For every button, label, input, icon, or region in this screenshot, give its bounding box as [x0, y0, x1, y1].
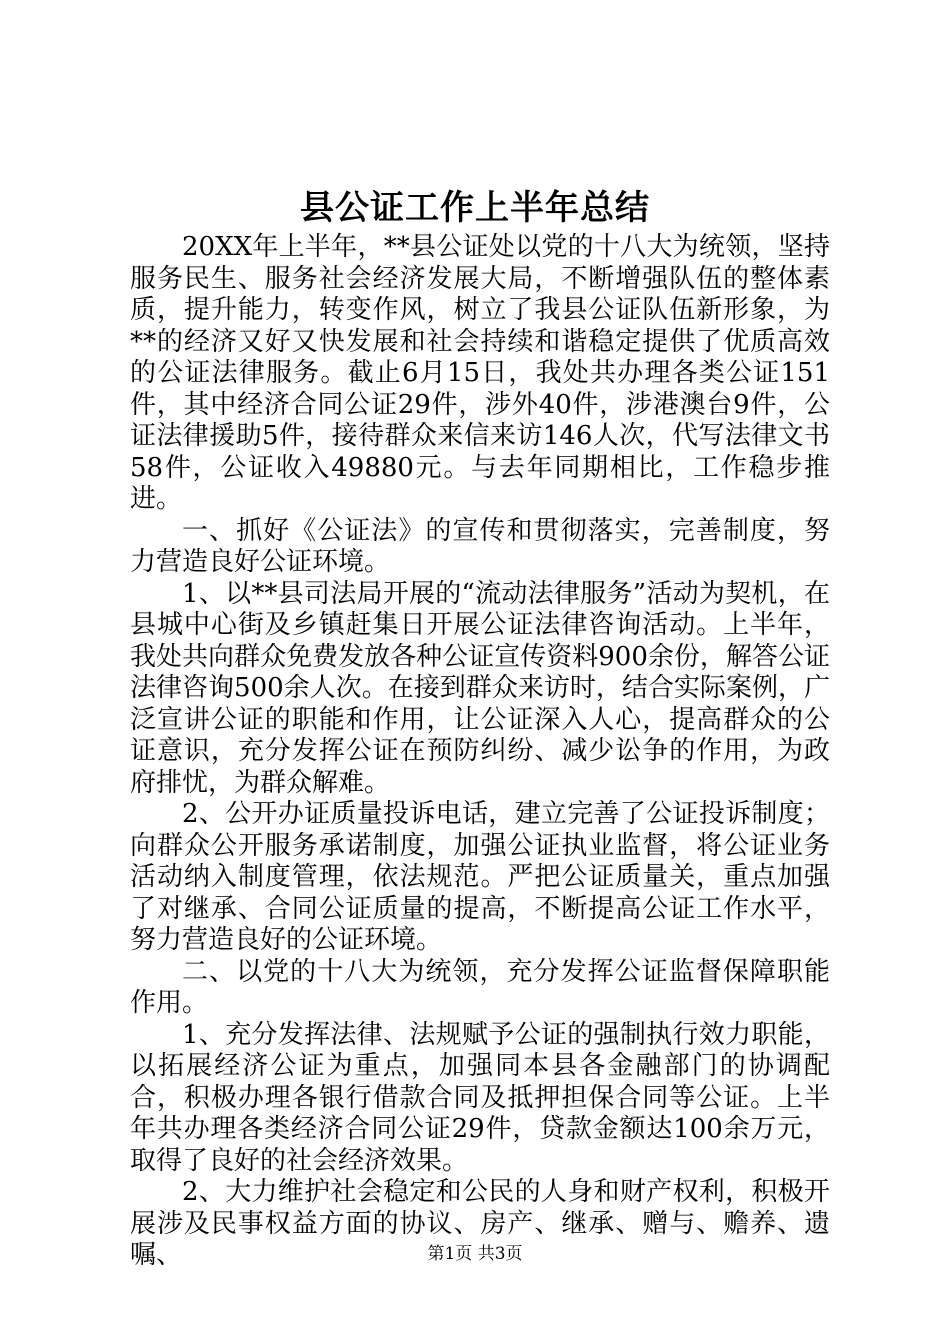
section-heading-2: 二、以党的十八大为统领，充分发挥公证监督保障职能作用。 — [130, 956, 830, 1018]
page-footer: 第1页 共3页 — [427, 1244, 523, 1264]
section-2-item-2: 2、大力维护社会稳定和公民的人身和财产权利，积极开展涉及民事权益方面的协议、房产、继承、赠与、赡养、遗嘱、 — [130, 1177, 830, 1270]
section-2-item-1: 1、充分发挥法律、法规赋予公证的强制执行效力职能，以拓展经济公证为重点，加强同本县各金融部门的协调配合，积极办理各银行借款合同及抵押担保合同等公证。上半年共办理各类经济合同公证29件，贷款金额达100余万元，取得了良好的社会经济效果。 — [130, 1019, 830, 1176]
section-1-item-2: 2、公开办证质量投诉电话，建立完善了公证投诉制度；向群众公开服务承诺制度，加强公证执业监督，将公证业务活动纳入制度管理，依法规范。严把公证质量关，重点加强了对继承、合同公证质量的提高，不断提高公证工作水平，努力营造良好的公证环境。 — [130, 799, 830, 955]
document-body — [130, 232, 830, 1272]
section-heading-1: 一、抓好《公证法》的宣传和贯彻落实，完善制度，努力营造良好公证环境。 — [130, 515, 830, 577]
intro-paragraph: 20XX年上半年，**县公证处以党的十八大为统领，坚持服务民生、服务社会经济发展大局，不断增强队伍的整体素质，提升能力，转变作风，树立了我县公证队伍新形象，为**的经济又好又快发展和社会持续和谐稳定提供了优质高效的公证法律服务。截止6月15日，我处共办理各类公证151件，其中经济合同公证29件，涉外40件，涉港澳台9件，公证法律援助5件，接待群众来信来访146人次，代写法律文书58件，公证收入49880元。与去年同期相比，工作稳步推进。 — [130, 232, 830, 514]
document-title: 县公证工作上半年总结 — [300, 188, 650, 228]
section-1-item-1: 1、以**县司法局开展的“流动法律服务”活动为契机，在县城中心街及乡镇赶集日开展公证法律咨询活动。上半年，我处共向群众免费发放各种公证宣传资料900余份，解答公证法律咨询500余人次。在接到群众来访时，结合实际案例，广泛宣讲公证的职能和作用，让公证深入人心，提高群众的公证意识，充分发挥公证在预防纠纷、减少讼争的作用，为政府排忧，为群众解难。 — [130, 578, 830, 798]
